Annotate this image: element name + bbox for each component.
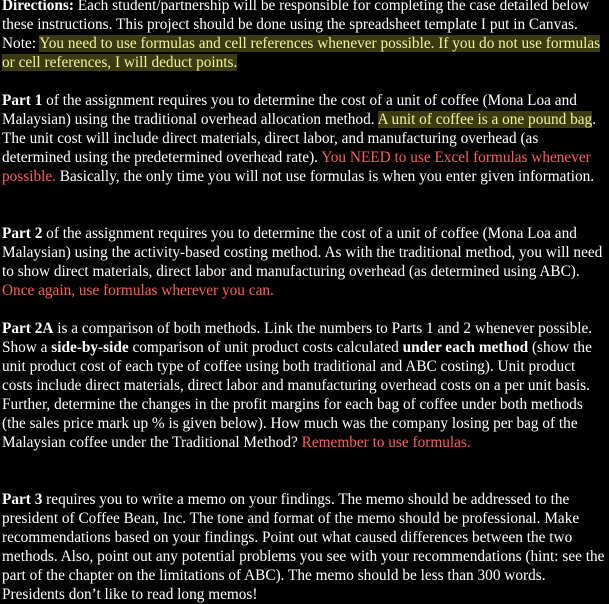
- part2a-bold-1: side-by-side: [51, 339, 129, 357]
- part1-text-2: . The unit cost will include direct materials, direct labor, and manufacturing overhead (as determined using the predetermined overhead rate).: [2, 111, 597, 167]
- directions-paragraph: [2, 0, 607, 72]
- part2a-red-note: Remember to use formulas.: [301, 434, 471, 452]
- part3-text: requires you to write a memo on your findings. The memo should be addressed to the president of Coffee Bean, Inc. The tone and format of the memo should be professional. Make recommendations based on your findings. Point out what caused differences between the two methods. Also, point out any potential problems you see with your recommendations (hint: see the part of the chapter on the limitations of ABC). The memo should be less than 300 words. Presidents don’t like to read long memos!: [2, 491, 605, 604]
- part1-paragraph: [2, 91, 607, 186]
- part2a-bold-2: under each method: [402, 339, 529, 357]
- part1-text-1: of the assignment requires you to determine the cost of a unit of coffee (Mona Loa and Malaysian) using the traditional overhead allocation method.: [2, 92, 577, 129]
- directions-label: Directions:: [2, 0, 74, 14]
- part2a-label: Part 2A: [2, 320, 54, 337]
- part1-red-note: You NEED to use Excel formulas whenever possible.: [2, 149, 591, 186]
- part1-text-3: Basically, the only time you will not use formulas is when you enter given information.: [55, 168, 595, 186]
- part2a-text-2: comparison of unit product costs calculated: [128, 339, 403, 357]
- part2-text-1: of the assignment requires you to determine the cost of a unit of coffee (Mona Loa and Malaysian) using the activity-based costing method. As with the traditional method, you will need to show direct materials, direct labor and manufacturing overhead (as determined using ABC).: [2, 225, 603, 281]
- part2a-paragraph: [2, 319, 607, 452]
- directions-highlight: You need to use formulas and cell references whenever possible. If you do not use formulas or cell references, I will deduct points.: [2, 35, 601, 72]
- part2-label: Part 2: [2, 225, 43, 242]
- part2a-text-3: (show the unit product cost of each type of coffee using both traditional and ABC costing). Unit product costs include direct materials, direct labor and manufacturing overhead costs on a per unit basis. Further, determine the changes in the profit margins for each bag of coffee under both methods (the sales price mark up % is given below). How much was the company losing per bag of the Malaysian coffee under the Traditional Method?: [2, 339, 592, 452]
- part3-paragraph: [2, 490, 607, 604]
- part2-red-note: Once again, use formulas wherever you can.: [2, 282, 274, 300]
- part2-paragraph: [2, 224, 607, 300]
- part1-label: Part 1: [2, 92, 43, 109]
- directions-text: Each student/partnership will be responsible for completing the case detailed below these instructions. This project should be done using the spreadsheet template I put in Canvas. Note:: [2, 0, 590, 53]
- part2a-text-1: is a comparison of both methods. Link the numbers to Parts 1 and 2 whenever possible. Show a: [2, 320, 593, 357]
- part1-highlight: A unit of coffee is a one pound bag: [377, 111, 593, 129]
- part3-label: Part 3: [2, 491, 43, 508]
